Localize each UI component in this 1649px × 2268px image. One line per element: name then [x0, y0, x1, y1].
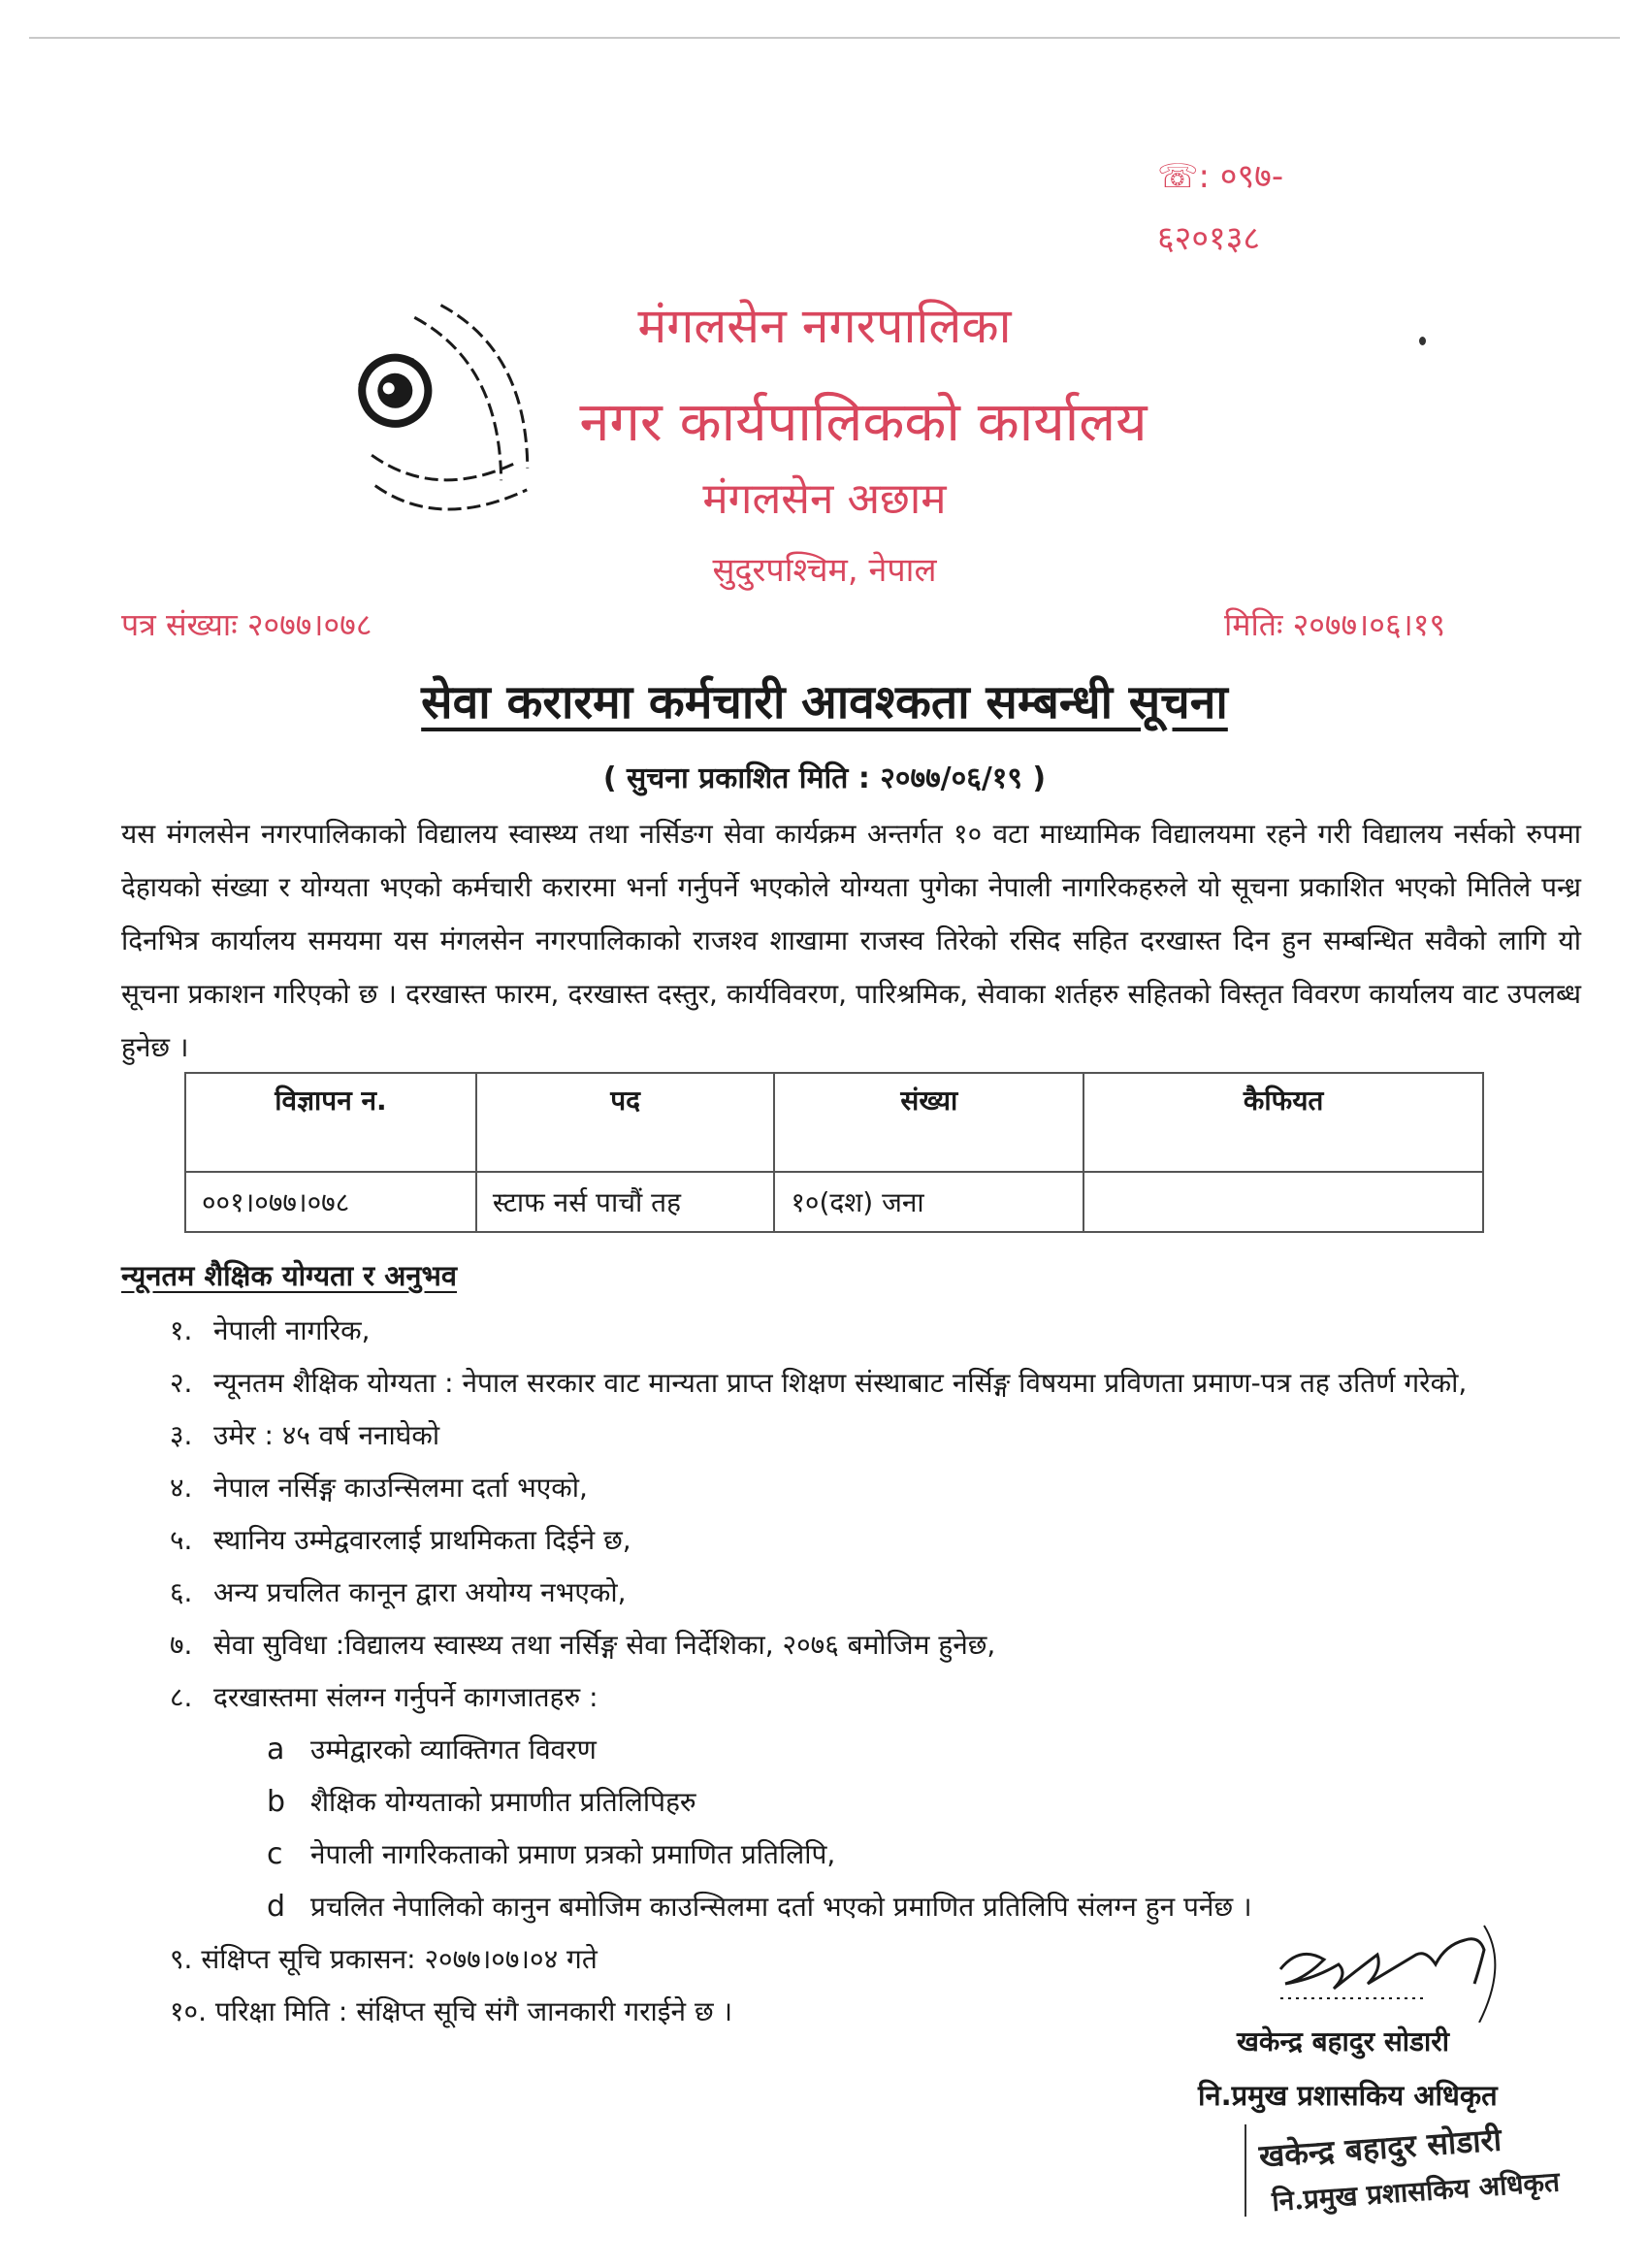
item-number: ४. — [170, 1472, 193, 1504]
document-item — [267, 1724, 1586, 1776]
document-item — [267, 1829, 1586, 1881]
list-item — [170, 1462, 1586, 1514]
notice-body: यस मंगलसेन नगरपालिकाको विद्यालय स्वास्थ्य तथा नर्सिङग सेवा कार्यक्रम अन्तर्गत १० वटा माध्यामिक विद्यालयमा रहने गरी विद्यालय नर्सको रुपमा देहायको संख्या र योग्यता भएको कर्मचारी करारमा भर्ना गर्नुपर्ने भएकोले योग्यता पुगेका नेपाली नागरिकहरुले यो सूचना प्रकाशित भएको मितिले पन्ध्र दिनभित्र कार्यालय समयमा यस मंगलसेन नगरपालिकाको राजश्व शाखामा राजस्व तिरेको रसिद सहित दरखास्त दिन हुन सम्बन्धित सवैको लागि यो सूचना प्रकाशन गरिएको छ । दरखास्त फारम, दरखास्त दस्तुर, कार्यविवरण, पारिश्रमिक, सेवाका शर्तहरु सहितको विस्तृत विवरण कार्यालय वाट उपलब्ध हुनेछ । — [121, 818, 1581, 1063]
item-text: नेपाली नागरिक, — [213, 1314, 371, 1346]
municipality-name: मंगलसेन नगरपालिका — [637, 298, 1012, 354]
document-text: शैक्षिक योग्यताको प्रमाणीत प्रतिलिपिहरु — [310, 1786, 696, 1818]
document-letter: d — [267, 1890, 286, 1924]
stamp-name: खकेन्द्र बहादुर सोडारी — [1257, 2121, 1504, 2175]
column-header: संख्या — [774, 1073, 1083, 1172]
office-region: सुदुरपश्चिम, नेपाल — [712, 551, 937, 590]
column-header: विज्ञापन न. — [185, 1073, 476, 1172]
shortlist-date: ९. संक्षिप्त सूचि प्रकासन: २०७७।०७।०४ गते — [170, 1943, 598, 1975]
document-letter: c — [267, 1837, 283, 1871]
item-number: ३. — [170, 1419, 193, 1451]
signatory-stamp — [1247, 2109, 1575, 2248]
item-text: उमेर : ४५ वर्ष ननाघेको — [213, 1419, 440, 1451]
phone-line-1: ☏: ०९७- — [1157, 157, 1284, 196]
document-text: उम्मेद्वारको व्याक्तिगत विवरण — [310, 1733, 597, 1766]
column-header: कैफियत — [1083, 1073, 1483, 1172]
top-rule — [29, 37, 1620, 39]
phone-line-2: ६२०१३८ — [1157, 219, 1261, 258]
letter-number: पत्र संख्याः २०७७।०७८ — [121, 606, 372, 643]
letter-date: मितिः २०७७।०६।१९ — [1224, 606, 1445, 643]
document-item — [267, 1776, 1586, 1829]
item-number: ५. — [170, 1524, 193, 1556]
list-item — [170, 1357, 1586, 1409]
publish-date: ( सुचना प्रकाशित मिति : २०७७/०६/१९ ) — [602, 761, 1047, 795]
item-number: १. — [170, 1314, 193, 1346]
item-number: ८. — [170, 1681, 193, 1713]
list-item — [170, 1409, 1586, 1462]
signatory-name: खकेन्द्र बहादुर सोडारी — [1237, 2025, 1449, 2057]
item-number: ७. — [170, 1629, 193, 1661]
document-text: नेपाली नागरिकताको प्रमाण प्रत्रको प्रमाणित प्रतिलिपि, — [310, 1838, 836, 1870]
qualifications-heading: न्यूनतम शैक्षिक योग्यता र अनुभव — [121, 1259, 457, 1292]
document-text: प्रचलित नेपालिको कानुन बमोजिम काउन्सिलमा दर्ता भएको प्रमाणित प्रतिलिपि संलग्न हुन पर्नेछ । — [310, 1891, 1252, 1923]
list-item — [170, 1305, 1586, 1357]
table-cell — [1083, 1172, 1483, 1232]
item-text: स्थानिय उम्मेद्ववारलाई प्राथमिकता दिईने छ, — [213, 1524, 631, 1556]
table-cell: ००१।०७७।०७८ — [185, 1172, 476, 1232]
list-item — [170, 1671, 1586, 1724]
item-number: ६. — [170, 1576, 193, 1608]
document-letter: b — [267, 1785, 286, 1819]
item-number: २. — [170, 1367, 193, 1399]
table-cell: १०(दश) जना — [774, 1172, 1083, 1232]
office-location: मंगलसेन अछाम — [702, 474, 947, 524]
stamp-bar — [1245, 2124, 1246, 2217]
signatory-title: नि.प्रमुख प्रशासकिय अधिकृत — [1198, 2079, 1498, 2112]
item-text: न्यूनतम शैक्षिक योग्यता : नेपाल सरकार वाट मान्यता प्राप्त शिक्षण संस्थाबाट नर्सिङ्ग विषयमा प्रविणता प्रमाण-पत्र तह उतिर्ण गरेको, — [213, 1367, 1468, 1399]
item-text: नेपाल नर्सिङ्ग काउन्सिलमा दर्ता भएको, — [213, 1472, 588, 1504]
table-row — [185, 1172, 1483, 1232]
column-header: पद — [476, 1073, 774, 1172]
document-letter: a — [267, 1733, 285, 1766]
table-header-row — [185, 1073, 1483, 1172]
phone-number — [1157, 146, 1448, 270]
item-text: अन्य प्रचलित कानून द्वारा अयोग्य नभएको, — [213, 1576, 627, 1608]
list-item — [170, 1567, 1586, 1619]
item-text: सेवा सुविधा :विद्यालय स्वास्थ्य तथा नर्सिङ्ग सेवा निर्देशिका, २०७६ बमोजिम हुनेछ, — [213, 1629, 996, 1661]
exam-date: १०. परिक्षा मिति : संक्षिप्त सूचि संगै जानकारी गराईने छ । — [170, 1995, 733, 2027]
stamp-title: नि.प्रमुख प्रशासकिय अधिकृत — [1271, 2165, 1561, 2219]
office-name: नगर कार्यपालिकको कार्यालय — [579, 391, 1148, 454]
item-text: दरखास्तमा संलग्न गर्नुपर्ने कागजातहरु : — [213, 1681, 598, 1713]
vacancy-table — [184, 1072, 1484, 1233]
notice-title: सेवा करारमा कर्मचारी आवश्कता सम्बन्धी सूचना — [421, 675, 1228, 729]
signature-icon — [1261, 1916, 1533, 2023]
list-item — [170, 1619, 1586, 1671]
table-cell: स्टाफ नर्स पाचौं तह — [476, 1172, 774, 1232]
list-item — [170, 1514, 1586, 1567]
